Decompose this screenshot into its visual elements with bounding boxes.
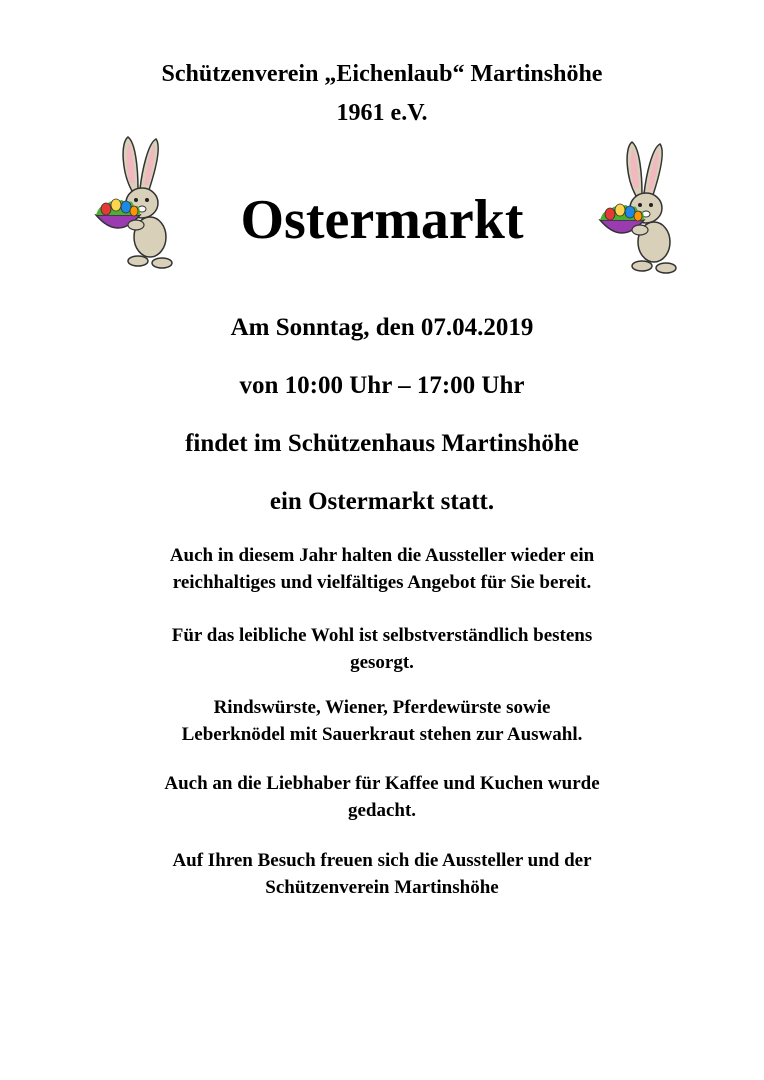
event-date: Am Sonntag, den 07.04.2019 (230, 314, 534, 341)
paragraph-catering-line2: gesorgt. (350, 652, 414, 673)
paragraph-exhibitors-line1: Auch in diesem Jahr halten die Aussteller wieder ein (169, 545, 595, 566)
event-location: findet im Schützenhaus Martinshöhe (185, 430, 579, 457)
club-founded: 1961 e.V. (336, 100, 428, 126)
paragraph-food-line1: Rindswürste, Wiener, Pferdewürste sowie (213, 697, 551, 718)
paragraph-exhibitors-line2: reichhaltiges und vielfältiges Angebot für Sie bereit. (172, 572, 592, 593)
paragraph-closing-line1: Auf Ihren Besuch freuen sich die Aussteller und der (172, 850, 592, 871)
event-time: von 10:00 Uhr – 17:00 Uhr (239, 372, 525, 399)
paragraph-catering-line1: Für das leibliche Wohl ist selbstverständlich bestens (171, 625, 593, 646)
paragraph-food-line2: Leberknödel mit Sauerkraut stehen zur Auswahl. (181, 724, 583, 745)
paragraph-coffee-line2: gedacht. (347, 800, 417, 821)
event-statement: ein Ostermarkt statt. (269, 488, 495, 515)
page-title: Ostermarkt (240, 189, 524, 251)
paragraph-closing-line2: Schützenverein Martinshöhe (265, 877, 499, 898)
club-name: Schützenverein „Eichenlaub“ Martinshöhe (161, 61, 603, 87)
paragraph-coffee-line1: Auch an die Liebhaber für Kaffee und Kuchen wurde (164, 773, 600, 794)
